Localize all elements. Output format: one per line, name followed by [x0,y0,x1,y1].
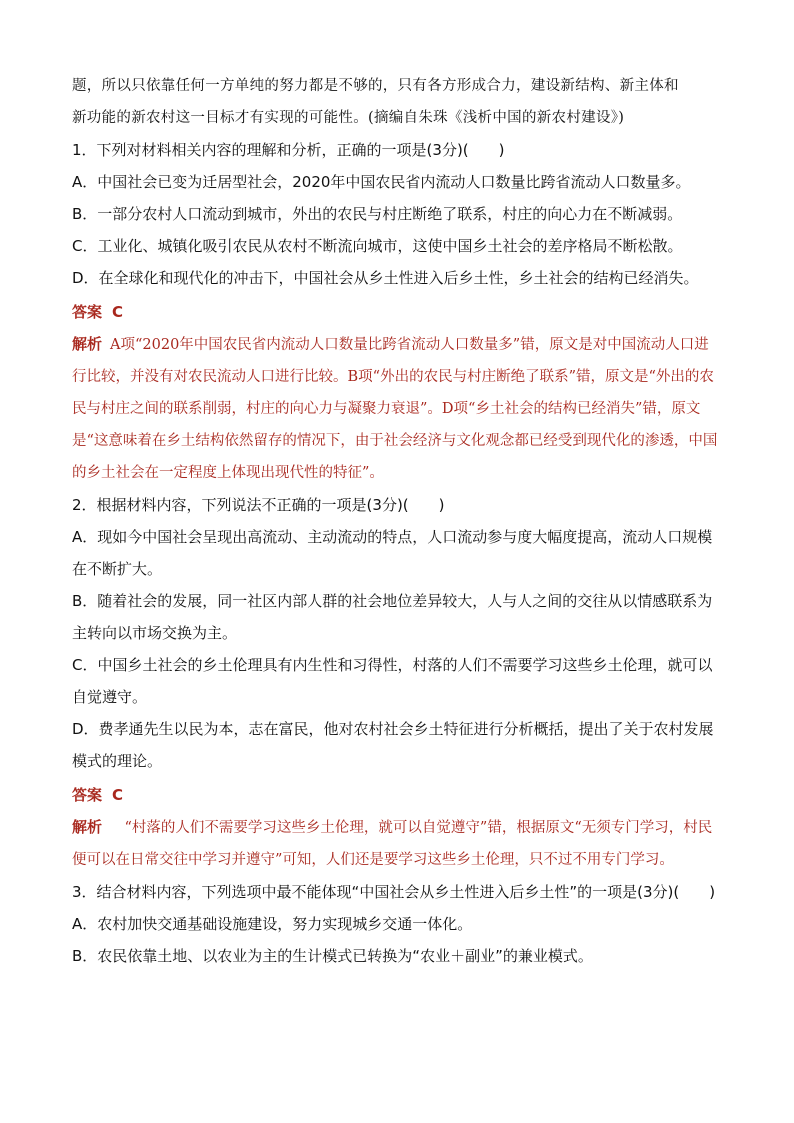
analysis-label: 解析 [72,335,103,353]
option-a: A．现如今中国社会呈现出高流动、主动流动的特点，人口流动参与度大幅度提高，流动人口规模在不断扩大。 [72,528,713,578]
option-c: C．工业化、城镇化吸引农民从农村不断流向城市，这使中国乡土社会的差序格局不断松散。 [72,237,683,255]
answer-label: 答案 [72,303,103,321]
question-stem: 1．下列对材料相关内容的理解和分析，正确的一项是(3分)( ) [72,141,505,159]
option-b: B．农民依靠土地、以农业为主的生计模式已转换为“农业＋副业”的兼业模式。 [72,947,593,965]
analysis-text: “村落的人们不需要学习这些乡土伦理，就可以自觉遵守”错，根据原文“无须专门学习，村民便可以在日常交往中学习并遵守”可知，人们还是要学习这些乡土伦理，只不过不用专门学习。 [72,820,713,868]
answer-line [72,296,722,328]
analysis-label: 解析 [72,818,103,836]
answer-label: 答案 [72,786,103,804]
option-a: A．农村加快交通基础设施建设，努力实现城乡交通一体化。 [72,915,473,933]
option-b: B．随着社会的发展，同一社区内部人群的社会地位差异较大，人与人之间的交往从以情感联系为主转向以市场交换为主。 [72,592,713,642]
material-tail-line-2: 新功能的新农村这一目标才有实现的可能性。(摘编自朱珠《浅析中国的新农村建设》) [72,110,625,126]
analysis-text: A项“2020年中国农民省内流动人口数量比跨省流动人口数量多”错，原文是对中国流动人口进行比较，并没有对农民流动人口进行比较。B项“外出的农民与村庄断绝了联系”错，原文是“外出的农民与村庄之间的联系削弱，村庄的向心力与凝聚力衰退”。D项“乡土社会的结构已经消失”错，原文是“这意味着在乡土结构依然留存的情况下，由于社会经济与文化观念都已经受到现代化的渗透，中国的乡土社会在一定程度上体现出现代性的特征”。 [72,337,718,481]
analysis-block [72,811,722,876]
option-d: D．在全球化和现代化的冲击下，中国社会从乡土性进入后乡土性，乡土社会的结构已经消失。 [72,269,699,287]
option-a: A．中国社会已变为迁居型社会，2020年中国农民省内流动人口数量比跨省流动人口数量多。 [72,173,691,191]
answer-value: C [112,786,124,804]
option-c: C．中国乡土社会的乡土伦理具有内生性和习得性，村落的人们不需要学习这些乡土伦理，就可以自觉遵守。 [72,656,713,706]
option-b: B．一部分农村人口流动到城市，外出的农民与村庄断绝了联系，村庄的向心力在不断减弱。 [72,205,683,223]
question-1 [72,134,722,489]
option-d: D．费孝通先生以民为本，志在富民，他对农村社会乡土特征进行分析概括，提出了关于农村发展模式的理论。 [72,720,714,770]
analysis-block [72,328,722,489]
material-tail-line-1: 题，所以只依靠任何一方单纯的努力都是不够的，只有各方形成合力，建设新结构、新主体和 [72,78,679,94]
answer-line [72,779,722,811]
question-3 [72,876,722,972]
document-page [72,70,722,972]
question-stem: 2．根据材料内容，下列说法不正确的一项是(3分)( ) [72,496,445,514]
answer-value: C [112,303,124,321]
question-2 [72,489,722,876]
question-stem: 3．结合材料内容，下列选项中最不能体现“中国社会从乡土性进入后乡土性”的一项是(3分)( ) [72,883,716,901]
